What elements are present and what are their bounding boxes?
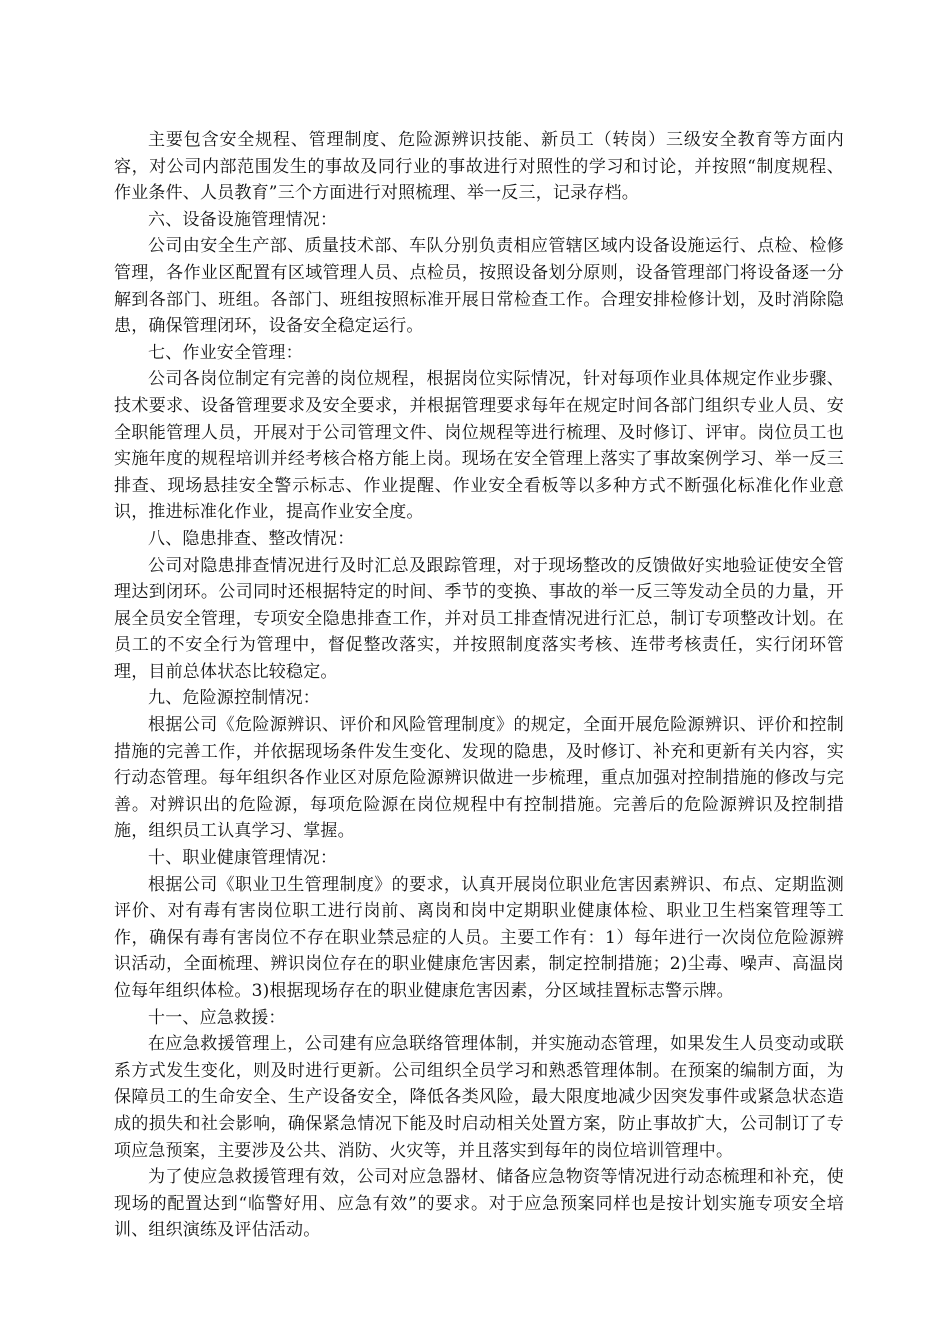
heading-hazard-inspection: 八、隐患排查、整改情况： (148, 528, 355, 549)
paragraph-work-safety: 公司各岗位制定有完善的岗位规程，根据岗位实际情况，针对每项作业具体规定作业步骤、技术要求、设备管理要求及安全要求，并根据管理要求每年在规定时间各部门组织专业人员、安全职能管理人员，开展对于公司管理文件、岗位规程等进行梳理、及时修订、评审。岗位员工也实施年度的规程培训并经考核合格方能上岗。现场在安全管理上落实了事故案例学习、举一反三排查、现场悬挂安全警示标志、作业提醒、作业安全看板等以多种方式不断强化标准化作业意识，推进标准化作业，提高作业安全度。 (114, 369, 844, 523)
heading-emergency-rescue: 十一、应急救援： (148, 1007, 286, 1028)
document-page (114, 127, 844, 1244)
heading-hazard-source-control: 九、危险源控制情况： (148, 688, 320, 709)
paragraph-occupational-health: 根据公司《职业卫生管理制度》的要求，认真开展岗位职业危害因素辨识、布点、定期监测评价、对有毒有害岗位职工进行岗前、离岗和岗中定期职业健康体检、职业卫生档案管理等工作，确保有毒有害岗位不存在职业禁忌症的人员。主要工作有：1）每年进行一次岗位危险源辨识活动，全面梳理、辨识岗位存在的职业健康危害因素，制定控制措施；2)尘毒、噪声、高温岗位每年组织体检。3)根据现场存在的职业健康危害因素，分区域挂置标志警示牌。 (114, 874, 844, 1001)
paragraph-hazard-source-control: 根据公司《危险源辨识、评价和风险管理制度》的规定，全面开展危险源辨识、评价和控制措施的完善工作，并依据现场条件发生变化、发现的隐患，及时修订、补充和更新有关内容，实行动态管理。每年组织各作业区对原危险源辨识做进一步梳理，重点加强对控制措施的修改与完善。对辨识出的危险源，每项危险源在岗位规程中有控制措施。完善后的危险源辨识及控制措施，组织员工认真学习、掌握。 (114, 715, 844, 842)
heading-work-safety: 七、作业安全管理： (148, 342, 303, 363)
paragraph-safety-education: 主要包含安全规程、管理制度、危险源辨识技能、新员工（转岗）三级安全教育等方面内容，对公司内部范围发生的事故及同行业的事故进行对照性的学习和讨论，并按照“制度规程、作业条件、人员教育”三个方面进行对照梳理、举一反三，记录存档。 (114, 130, 844, 204)
paragraph-emergency-rescue: 在应急救援管理上，公司建有应急联络管理体制，并实施动态管理，如果发生人员变动或联系方式发生变化，则及时进行更新。公司组织全员学习和熟悉管理体制。在预案的编制方面，为保障员工的生命安全、生产设备安全，降低各类风险，最大限度地减少因突发事件或紧急状态造成的损失和社会影响，确保紧急情况下能及时启动相关处置方案，防止事故扩大，公司制订了专项应急预案，主要涉及公共、消防、火灾等，并且落实到每年的岗位培训管理中。 (114, 1034, 844, 1161)
heading-occupational-health: 十、职业健康管理情况： (148, 848, 338, 869)
paragraph-hazard-inspection: 公司对隐患排查情况进行及时汇总及跟踪管理，对于现场整改的反馈做好实地验证使安全管理达到闭环。公司同时还根据特定的时间、季节的变换、事故的举一反三等发动全员的力量，开展全员安全管理，专项安全隐患排查工作，并对员工排查情况进行汇总，制订专项整改计划。在员工的不安全行为管理中，督促整改落实，并按照制度落实考核、连带考核责任，实行闭环管理，目前总体状态比较稳定。 (114, 555, 844, 682)
paragraph-emergency-supplies: 为了使应急救援管理有效，公司对应急器材、储备应急物资等情况进行动态梳理和补充，使现场的配置达到“临警好用、应急有效”的要求。对于应急预案同样也是按计划实施专项安全培训、组织演练及评估活动。 (114, 1167, 844, 1241)
paragraph-equipment-management: 公司由安全生产部、质量技术部、车队分别负责相应管辖区域内设备设施运行、点检、检修管理，各作业区配置有区域管理人员、点检员，按照设备划分原则，设备管理部门将设备逐一分解到各部门、班组。各部门、班组按照标准开展日常检查工作。合理安排检修计划，及时消除隐患，确保管理闭环，设备安全稳定运行。 (114, 236, 844, 337)
heading-equipment-management: 六、设备设施管理情况： (148, 209, 338, 230)
